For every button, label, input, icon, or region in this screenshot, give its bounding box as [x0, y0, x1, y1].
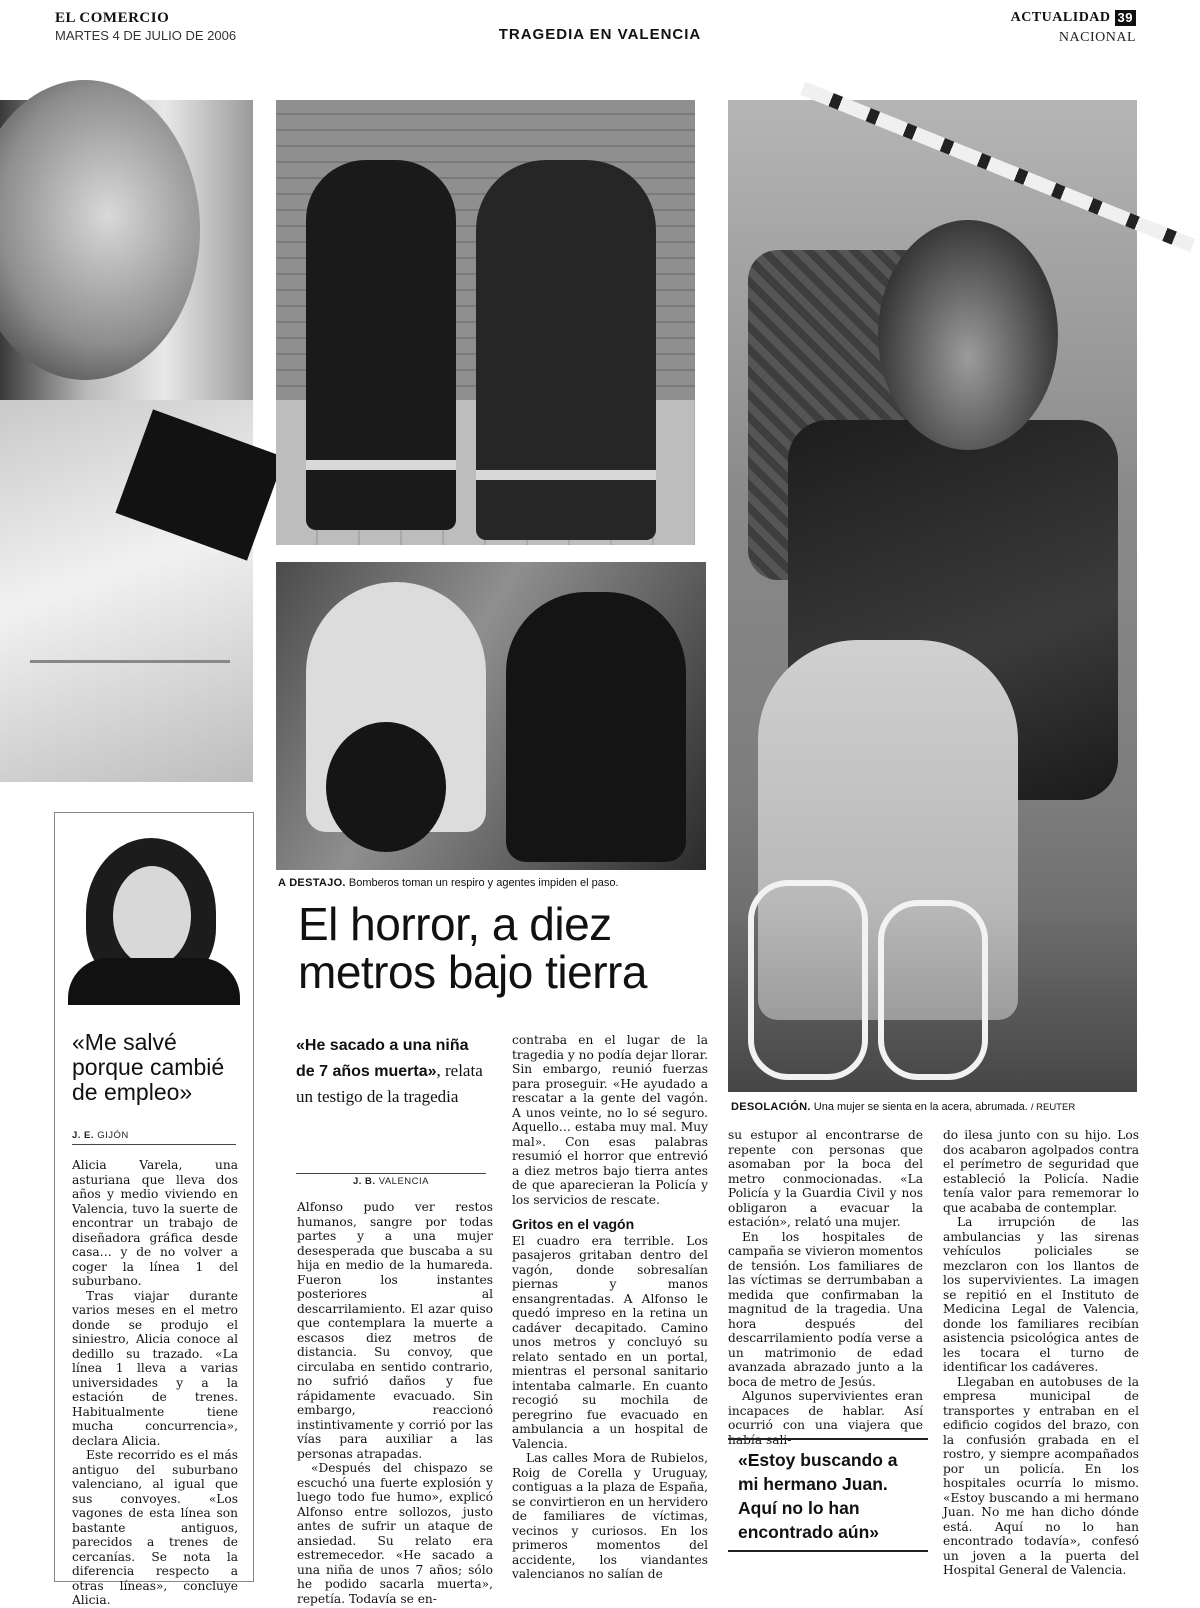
section-label	[1011, 10, 1136, 26]
sidebar-byline	[72, 1130, 236, 1145]
deck-text: , relata un testigo de la tragedia	[296, 1061, 483, 1106]
paragraph: «Después del chispazo se escuchó una fuerte explosión y luego todo fue humo», explicó Alfonso entre sollozos, justo antes de sufrir un ataque de ansiedad. Su relato era estremecedor. «He sacado a una niña de unos 7 años; sólo he podido sacarla muerta», repetía. Todavía se en-	[297, 1461, 493, 1606]
article-column-3	[728, 1128, 923, 1447]
paragraph: Alicia Varela, una asturiana que lleva dos años y medio viviendo en Valencia, tuvo la suerte de encontrar un trabajo de diseñadora gráfica desde casa… y de no volver a coger la línea 1 del suburbano.	[72, 1158, 238, 1288]
article-column-2	[512, 1033, 708, 1582]
paragraph: Este recorrido es el más antiguo del suburbano valenciano, al igual que sus convoyes. «Los vagones de esta línea son bastante antiguos, parecidos a trenes de cercanías. Se nota la diferencia respecto a otras líneas», concluye Alicia.	[72, 1448, 238, 1607]
issue-date: MARTES 4 DE JULIO DE 2006	[55, 28, 237, 43]
byline-initials: J. E.	[72, 1130, 95, 1141]
paragraph: En los hospitales de campaña se vivieron momentos de tensión. Los familiares de las víctimas se derrumbaban a medida que confirmaban la magnitud de la tragedia. Una hora después del descarrilamiento podía verse a un matrimonio de edad avanzada abrazado junto a la boca de metro de Jesús.	[728, 1229, 923, 1389]
article-subhead: Gritos en el vagón	[512, 1216, 635, 1232]
paragraph: Alfonso pudo ver restos humanos, sangre por todas partes y a una mujer desesperada que buscaba a su hija en medio de la humareda. Fueron los instantes posteriores al descarrilamiento. El azar quiso que contemplara la muerte a escasos diez metros de distancia. Su convoy, que circulaba en sentido contrario, no sufrió daños y fue rápidamente evacuado. Sin embargo, reaccionó instintivamente y corrió por las vías para auxiliar a las personas atrapadas.	[297, 1200, 493, 1461]
byline-place: VALENCIA	[378, 1176, 429, 1187]
section-name: ACTUALIDAD	[1010, 10, 1111, 25]
deck-quote: «He sacado a una niña de 7 años muerta»	[296, 1037, 469, 1080]
newspaper-name: EL COMERCIO	[55, 10, 170, 26]
subsection-name: NACIONAL	[1058, 30, 1136, 45]
byline-place: GIJÓN	[97, 1130, 129, 1141]
paragraph: Llegaban en autobuses de la empresa municipal de transportes y entraban en el edificio cogidos del brazo, con la confusión grabada en el rostro, y siempre acompañados por un policía. En los hospitales ocurría lo mismo. «Estoy buscando a mi hermano Juan. No me han dicho dónde está. Aquí no lo han encontrado todavía», confesó un joven a la puerta del Hospital General de Valencia.	[943, 1374, 1139, 1577]
photo-firemen-resting	[276, 100, 695, 545]
sidebar-headline: «Me salvé porque cambié de empleo»	[72, 1029, 225, 1105]
paragraph: La irrupción de las ambulancias y las sirenas vehículos policiales se mezclaron con los llantos de los supervivientes. La imagen se repitió en el Instituto de Medicina Legal de Valencia, donde los familiares recibían asistencia psicológica antes de les tocara el turno de identificar los cadáveres.	[943, 1215, 1139, 1374]
photo-police-blocking	[276, 562, 706, 870]
article-byline	[296, 1173, 486, 1190]
page-number: 39	[1115, 10, 1136, 26]
sidebar-body	[72, 1158, 238, 1608]
caption-label: DESOLACIÓN.	[731, 1101, 811, 1113]
paragraph: Tras viajar durante varios meses en el metro donde se produjo el siniestro, Alicia conoce al dedillo su trazado. «La línea 1 lleva a varias universidades y a la estación de trenes. Habitualmente tiene mucha concurrencia», declara Alicia.	[72, 1288, 238, 1448]
paragraph: El cuadro era terrible. Los pasajeros gritaban dentro del vagón, donde sobresalían piernas y manos ensangrentadas. A Alfonso le quedó impreso en la retina un cadáver decapitado. Camino unos metros y concluyó su relato sentado en un portal, mientras el personal sanitario intentaba calmarle. En cuanto recogió su mochila de peregrino fue evacuado en ambulancia a un hospital de Valencia.	[512, 1233, 708, 1451]
photo-credit: / REUTER	[1030, 1102, 1076, 1113]
paragraph: contraba en el lugar de la tragedia y no podía dejar llorar. Sin embargo, reunió fuerzas para proseguir. «He ayudado a rescatar a la gente del vagón. A unos veinte, no lo sé seguro. Aquello… estaba muy mal. Muy mal». Con esas palabras resumió el horror que entrevió a diez metros bajo tierra antes de que aparecieran la Policía y los servicios de rescate.	[512, 1033, 708, 1207]
paragraph: su estupor al encontrarse de repente con personas que asomaban por la boca del metro conmocionadas. «La Policía y la Guardia Civil y nos obligaron a evacuar la estación», relató una mujer.	[728, 1128, 923, 1229]
caption-label: A DESTAJO.	[278, 877, 346, 889]
paragraph: Algunos supervivientes eran incapaces de hablar. Así ocurrió con una viajera que había sali-	[728, 1389, 923, 1447]
paragraph: Las calles Mora de Rubielos, Roig de Corella y Uruguay, contiguas a la plaza de España, se convirtieron en un hervidero de familiares de víctimas, vecinos y curiosos. En los primeros momentos del accidente, los viandantes valencianos no salían de	[512, 1451, 708, 1581]
caption-woman	[731, 1101, 1075, 1113]
article-deck	[296, 1033, 486, 1110]
article-column-1	[297, 1200, 493, 1606]
paragraph: do ilesa junto con su hijo. Los dos acabaron agolpados contra el perímetro de seguridad que estableció la Policía. Nadie tenía valor para rememorar lo que acababa de contemplar.	[943, 1128, 1139, 1215]
caption-firemen	[278, 877, 619, 889]
section-title: TRAGEDIA EN VALENCIA	[498, 26, 702, 43]
caption-text: Bomberos toman un respiro y agentes impiden el paso.	[348, 877, 619, 889]
caption-text: Una mujer se sienta en la acera, abrumada.	[813, 1101, 1028, 1113]
article-column-4	[943, 1128, 1139, 1578]
byline-initials: J. B.	[353, 1176, 376, 1187]
photo-woman-sitting	[728, 100, 1137, 1092]
photo-portrait-alicia	[68, 828, 240, 1005]
photo-man-uniform	[0, 100, 253, 782]
article-headline: El horror, a diez metros bajo tierra	[298, 898, 647, 998]
pull-quote: «Estoy buscando a mi hermano Juan. Aquí no lo han encontrado aún»	[728, 1438, 928, 1552]
